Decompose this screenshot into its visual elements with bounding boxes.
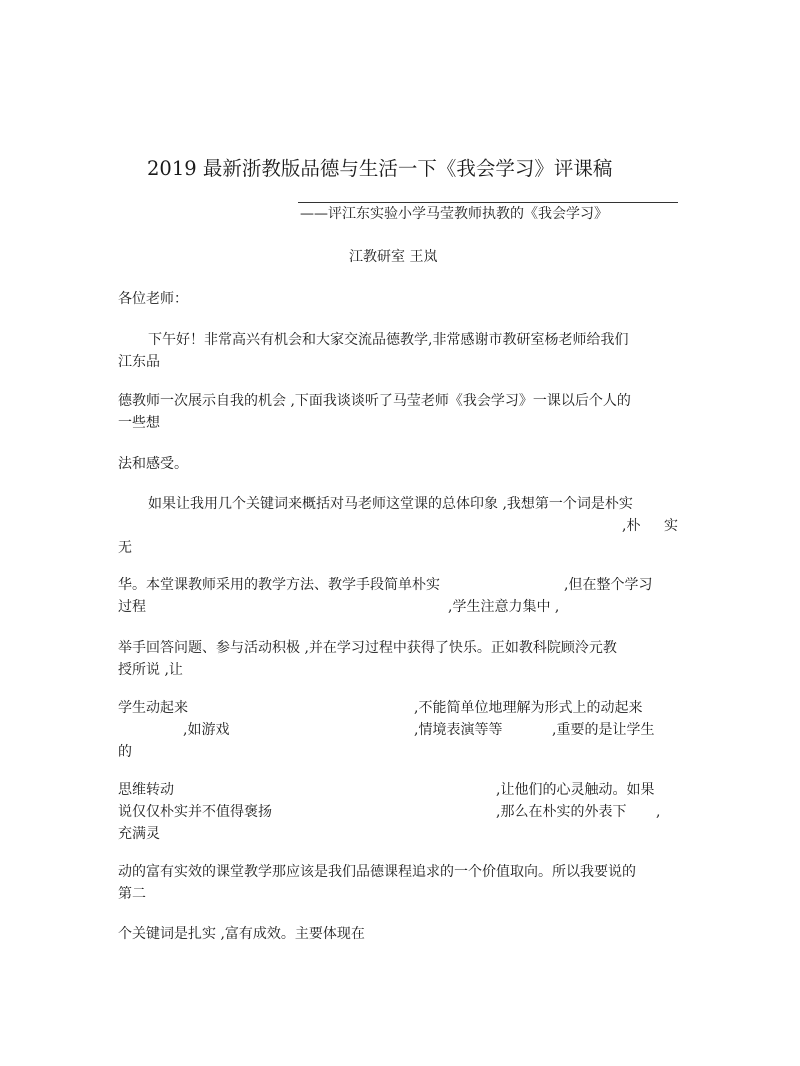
body-line: 思维转动 xyxy=(118,782,174,798)
author-line: 江教研室 王岚 xyxy=(349,249,438,265)
body-line: 举手回答问题、参与活动积极 ,并在学习过程中获得了快乐。正如教科院顾泠元教 xyxy=(118,640,617,656)
body-line: 江东品 xyxy=(118,354,160,370)
body-line: 华。本堂课教师采用的教学方法、教学手段简单朴实 xyxy=(118,577,440,593)
document-subtitle: ——评江东实验小学马莹教师执教的《我会学习》 xyxy=(300,206,608,222)
body-line: 无 xyxy=(118,540,132,556)
body-line: ,学生注意力集中 , xyxy=(448,599,560,615)
body-line: 德教师一次展示自我的机会 ,下面我谈谈听了马莹老师《我会学习》一课以后个人的 xyxy=(118,393,631,409)
body-line: ,如游戏 xyxy=(183,722,230,738)
body-line: 充满灵 xyxy=(118,826,160,842)
title-underline xyxy=(298,202,678,203)
body-line: ,情境表演等等 xyxy=(414,722,503,738)
body-line: 实 xyxy=(664,518,678,534)
body-line: ,让他们的心灵触动。如果 xyxy=(496,782,655,798)
body-line: 下午好！非常高兴有机会和大家交流品德教学,非常感谢市教研室杨老师给我们 xyxy=(148,332,629,348)
body-line: ,朴 xyxy=(622,518,641,534)
body-line: 法和感受。 xyxy=(118,456,188,472)
body-line: 第二 xyxy=(118,886,146,902)
body-line: 的 xyxy=(118,744,132,760)
body-line: , xyxy=(656,804,661,820)
body-line: 授所说 ,让 xyxy=(118,662,183,678)
body-line: ,那么在朴实的外表下 xyxy=(496,804,627,820)
body-line: 学生动起来 xyxy=(118,700,188,716)
body-line: 个关键词是扎实 ,富有成效。主要体现在 xyxy=(118,926,365,942)
body-line: 如果让我用几个关键词来概括对马老师这堂课的总体印象 ,我想第一个词是朴实 xyxy=(148,496,633,512)
document-title: 2019 最新浙教版品德与生活一下《我会学习》评课稿 xyxy=(147,157,613,180)
body-line: 动的富有实效的课堂教学那应该是我们品德课程追求的一个价值取向。所以我要说的 xyxy=(118,864,636,880)
body-line: 一些想 xyxy=(118,415,160,431)
body-line: 过程 xyxy=(118,599,146,615)
body-line: ,但在整个学习 xyxy=(564,577,653,593)
body-line: 说仅仅朴实并不值得褒扬 xyxy=(118,804,272,820)
salutation: 各位老师： xyxy=(118,291,188,307)
body-line: ,重要的是让学生 xyxy=(552,722,655,738)
body-line: ,不能简单位地理解为形式上的动起来 xyxy=(414,700,643,716)
